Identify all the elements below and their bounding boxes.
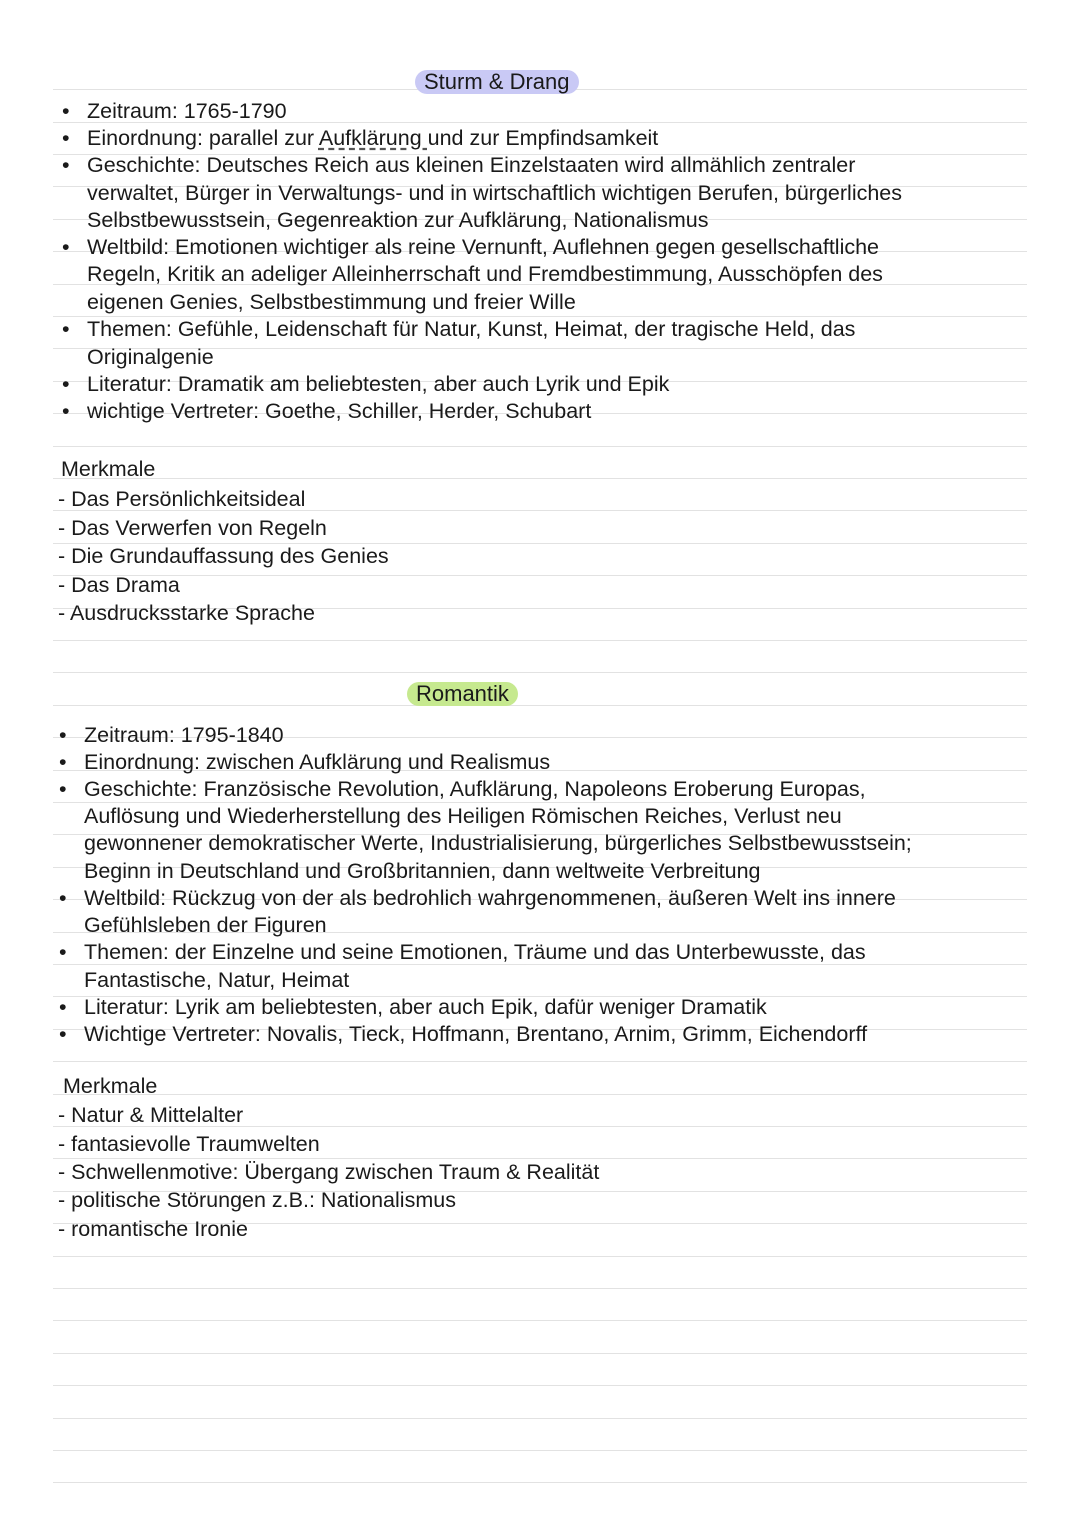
bullet-text: Literatur: Dramatik am beliebtesten, aber auch Lyrik und Epik xyxy=(87,372,670,396)
bullet-text: Einordnung: parallel zur Aufklärung und zur Empfindsamkeit xyxy=(87,126,659,150)
rule-line xyxy=(53,640,1027,641)
merkmal-item: - romantische Ironie xyxy=(58,1217,248,1241)
rule-line xyxy=(53,1353,1027,1354)
rule-line xyxy=(53,1320,1027,1321)
bullet-glyph: • xyxy=(59,1022,67,1046)
rule-line xyxy=(53,672,1027,673)
section-title-sturm-und-drang: Sturm & Drang xyxy=(415,70,579,94)
bullet-text: Weltbild: Emotionen wichtiger als reine Vernunft, Auflehnen gegen gesellschaftliche xyxy=(87,235,880,259)
bullet-text: Auflösung und Wiederherstellung des Heiligen Römischen Reiches, Verlust neu xyxy=(84,804,842,828)
bullet-glyph: • xyxy=(59,940,67,964)
bullet-text: wichtige Vertreter: Goethe, Schiller, Herder, Schubart xyxy=(87,399,592,423)
section-title-romantik: Romantik xyxy=(407,682,518,706)
bullet-text: gewonnener demokratischer Werte, Industrialisierung, bürgerliches Selbstbewusstsein; xyxy=(84,831,912,855)
rule-line xyxy=(53,1094,1027,1095)
bullet-text: Wichtige Vertreter: Novalis, Tieck, Hoffmann, Brentano, Arnim, Grimm, Eichendorff xyxy=(84,1022,868,1046)
bullet-text: Geschichte: Deutsches Reich aus kleinen Einzelstaaten wird allmählich zentraler xyxy=(87,153,856,177)
merkmale-heading: Merkmale xyxy=(61,457,156,481)
bullet-text: Regeln, Kritik an adeliger Alleinherrschaft und Fremdbestimmung, Ausschöpfen des xyxy=(87,262,883,286)
merkmal-item: - Das Drama xyxy=(58,573,180,597)
bullet-glyph: • xyxy=(62,372,70,396)
rule-line xyxy=(53,1061,1027,1062)
merkmal-item: - politische Störungen z.B.: Nationalismus xyxy=(58,1188,456,1212)
merkmal-item: - Ausdrucksstarke Sprache xyxy=(58,601,315,625)
rule-line xyxy=(53,1385,1027,1386)
bullet-glyph: • xyxy=(62,399,70,423)
bullet-glyph: • xyxy=(59,995,67,1019)
bullet-glyph: • xyxy=(59,777,67,801)
rule-line xyxy=(53,446,1027,447)
merkmal-item: - Schwellenmotive: Übergang zwischen Traum & Realität xyxy=(58,1160,600,1184)
bullet-glyph: • xyxy=(62,153,70,177)
merkmal-item: - fantasievolle Traumwelten xyxy=(58,1132,320,1156)
bullet-glyph: • xyxy=(62,99,70,123)
bullet-glyph: • xyxy=(62,235,70,259)
bullet-text: Geschichte: Französische Revolution, Aufklärung, Napoleons Eroberung Europas, xyxy=(84,777,866,801)
underlined-term: Aufklärung xyxy=(318,126,428,150)
bullet-text: eigenen Genies, Selbstbestimmung und freier Wille xyxy=(87,290,576,314)
bullet-text: Fantastische, Natur, Heimat xyxy=(84,968,350,992)
bullet-text: Beginn in Deutschland und Großbritannien, dann weltweite Verbreitung xyxy=(84,859,761,883)
rule-line xyxy=(53,478,1027,479)
bullet-text: Einordnung: zwischen Aufklärung und Realismus xyxy=(84,750,551,774)
bullet-glyph: • xyxy=(59,723,67,747)
rule-line xyxy=(53,1482,1027,1483)
bullet-text: verwaltet, Bürger in Verwaltungs- und in wirtschaftlich wichtigen Berufen, bürgerliches xyxy=(87,181,903,205)
rule-line xyxy=(53,1288,1027,1289)
rule-line xyxy=(53,1450,1027,1451)
bullet-text: Themen: Gefühle, Leidenschaft für Natur, Kunst, Heimat, der tragische Held, das xyxy=(87,317,856,341)
bullet-text: Zeitraum: 1795-1840 xyxy=(84,723,284,747)
merkmal-item: - Das Persönlichkeitsideal xyxy=(58,487,306,511)
rule-line xyxy=(53,1256,1027,1257)
rule-line xyxy=(53,1418,1027,1419)
bullet-glyph: • xyxy=(62,317,70,341)
merkmal-item: - Die Grundauffassung des Genies xyxy=(58,544,389,568)
merkmal-item: - Das Verwerfen von Regeln xyxy=(58,516,327,540)
bullet-text: Themen: der Einzelne und seine Emotionen, Träume und das Unterbewusste, das xyxy=(84,940,866,964)
rule-line xyxy=(53,705,1027,706)
merkmal-item: - Natur & Mittelalter xyxy=(58,1103,244,1127)
bullet-glyph: • xyxy=(62,126,70,150)
merkmale-heading: Merkmale xyxy=(63,1074,158,1098)
bullet-glyph: • xyxy=(59,750,67,774)
bullet-text: Zeitraum: 1765-1790 xyxy=(87,99,287,123)
bullet-text: Selbstbewusstsein, Gegenreaktion zur Aufklärung, Nationalismus xyxy=(87,208,709,232)
bullet-text: Weltbild: Rückzug von der als bedrohlich wahrgenommenen, äußeren Welt ins innere xyxy=(84,886,896,910)
bullet-text: Literatur: Lyrik am beliebtesten, aber auch Epik, dafür weniger Dramatik xyxy=(84,995,767,1019)
bullet-text: Gefühlsleben der Figuren xyxy=(84,913,327,937)
rule-line xyxy=(53,575,1027,576)
bullet-text: Originalgenie xyxy=(87,345,214,369)
bullet-glyph: • xyxy=(59,886,67,910)
